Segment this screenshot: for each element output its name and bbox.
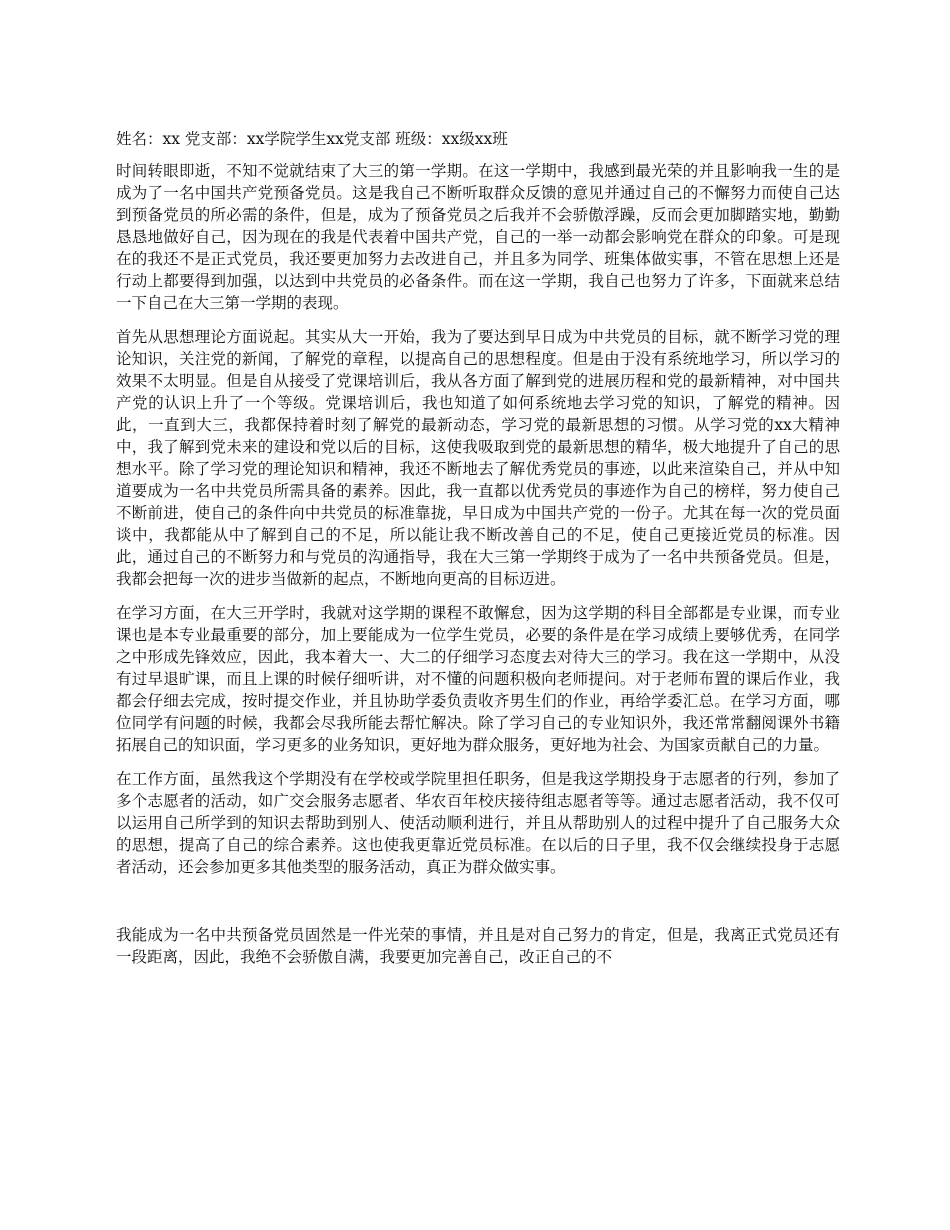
paragraph-work: 在工作方面，虽然我这个学期没有在学校或学院里担任职务，但是我这学期投身于志愿者的行列，参加了多个志愿者的活动，如广交会服务志愿者、华农百年校庆接待组志愿者等等。通过志愿者活动，我不仅可以运用自己所学到的知识去帮助到别人、使活动顺利进行，并且从帮助别人的过程中提升了自己服务大众的思想，提高了自己的综合素养。这也使我更靠近党员标准。在以后的日子里，我不仅会继续投身于志愿者活动，还会参加更多其他类型的服务活动，真正为群众做实事。 <box>116 770 840 876</box>
paragraph-intro: 时间转眼即逝，不知不觉就结束了大三的第一学期。在这一学期中，我感到最光荣的并且影响我一生的是成为了一名中国共产党预备党员。这是我自己不断听取群众反馈的意见并通过自己的不懈努力而使自己达到预备党员的所必需的条件，但是，成为了预备党员之后我并不会骄傲浮躁，反而会更加脚踏实地，勤勤恳恳地做好自己，因为现在的我是代表着中国共产党，自己的一举一动都会影响党在群众的印象。可是现在的我还不是正式党员，我还要更加努力去改进自己，并且多为同学、班集体做实事，不管在思想上还是行动上都要得到加强，以达到中共党员的必备条件。而在这一学期，我自己也努力了许多，下面就来总结一下自己在大三第一学期的表现。 <box>116 162 840 312</box>
paragraph-conclusion: 我能成为一名中共预备党员固然是一件光荣的事情，并且是对自己努力的肯定，但是，我离正式党员还有一段距离，因此，我绝不会骄傲自满，我要更加完善自己，改正自己的不 <box>116 926 840 966</box>
document-page <box>116 128 840 980</box>
member-info-line: 姓名：xx 党支部：xx学院学生xx党支部 班级：xx级xx班 <box>116 130 508 148</box>
paragraph-study: 在学习方面，在大三开学时，我就对这学期的课程不敢懈怠，因为这学期的科目全部都是专业课，而专业课也是本专业最重要的部分，加上要能成为一位学生党员，必要的条件是在学习成绩上要够优秀，在同学之中形成先锋效应，因此，我本着大一、大二的仔细学习态度去对待大三的学习。我在这一学期中，从没有过早退旷课，而且上课的时候仔细听讲，对不懂的问题积极向老师提问。对于老师布置的课后作业，我都会仔细去完成，按时提交作业，并且协助学委负责收齐男生们的作业，再给学委汇总。在学习方面，哪位同学有问题的时候，我都会尽我所能去帮忙解决。除了学习自己的专业知识外，我还常常翻阅课外书籍拓展自己的知识面，学习更多的业务知识，更好地为群众服务，更好地为社会、为国家贡献自己的力量。 <box>116 604 840 754</box>
paragraph-ideology: 首先从思想理论方面说起。其实从大一开始，我为了要达到早日成为中共党员的目标，就不断学习党的理论知识，关注党的新闻，了解党的章程，以提高自己的思想程度。但是由于没有系统地学习，所以学习的效果不太明显。但是自从接受了党课培训后，我从各方面了解到党的进展历程和党的最新精神，对中国共产党的认识上升了一个等级。党课培训后，我也知道了如何系统地去学习党的知识，了解党的精神。因此，一直到大三，我都保持着时刻了解党的最新动态，学习党的最新思想的习惯。从学习党的xx大精神中，我了解到党未来的建设和党以后的目标，这使我吸取到党的最新思想的精华，极大地提升了自己的思想水平。除了学习党的理论知识和精神，我还不断地去了解优秀党员的事迹，以此来渲染自己，并从中知道要成为一名中共党员所需具备的素养。因此，我一直都以优秀党员的事迹作为自己的榜样，努力使自己不断前进，使自己的条件向中共党员的标准靠拢，早日成为中国共产党的一份子。尤其在每一次的党员面谈中，我都能从中了解到自己的不足，所以能让我不断改善自己的不足，使自己更接近党员的标准。因此，通过自己的不断努力和与党员的沟通指导，我在大三第一学期终于成为了一名中共预备党员。但是，我都会把每一次的进步当做新的起点，不断地向更高的目标迈进。 <box>116 328 840 588</box>
